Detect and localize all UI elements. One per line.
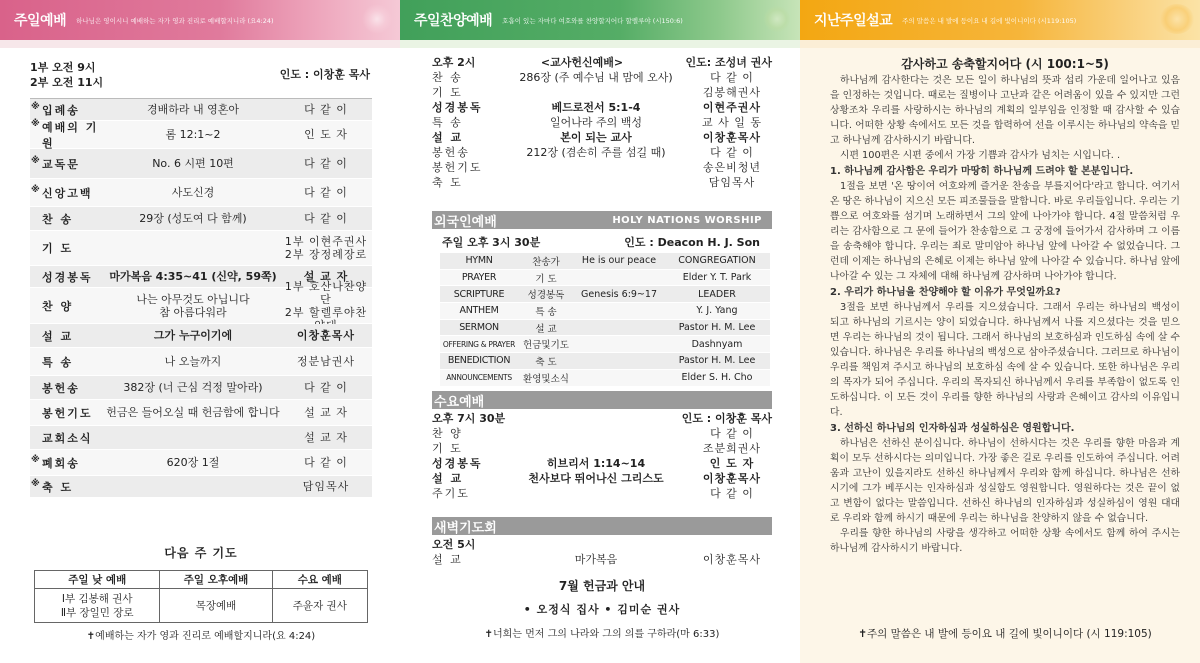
foreign-row	[440, 286, 770, 303]
worship-person: 담임목사	[302, 480, 350, 493]
order-row	[432, 115, 772, 130]
header-verse: 주의 말씀은 내 발에 등이요 내 길에 빛이니이다 (시119:105)	[902, 16, 1077, 25]
worship-row	[30, 450, 372, 476]
foreign-ko-label: 축 도	[535, 356, 557, 368]
foreign-content: He is our peace	[581, 255, 657, 267]
order-person: 다 같 이	[710, 487, 754, 500]
asterisk-icon: ※	[31, 155, 40, 166]
order-label: 찬 양	[432, 427, 463, 440]
worship-label-text: 입례송	[42, 103, 80, 117]
foreign-ko-label: 성경봉독	[527, 290, 565, 302]
foreign-ko-label: 설 교	[535, 323, 557, 335]
order-person: 조분희권사	[702, 442, 762, 455]
order-row	[432, 486, 772, 501]
foreign-ko-label: 찬송가	[532, 256, 560, 268]
footer-verse: ✝너희는 먼저 그의 나라와 그의 의를 구하라(마 6:33)	[484, 629, 720, 640]
afternoon-header	[432, 55, 772, 70]
dawn-time: 오전 5시	[432, 538, 476, 551]
worship-label-text: 예배의 기원	[42, 120, 99, 150]
header-strip	[800, 40, 1200, 48]
foreign-row	[440, 353, 770, 370]
afternoon-time: 오후 2시	[432, 56, 476, 69]
worship-label	[30, 430, 106, 446]
order-row	[432, 471, 772, 486]
worship-content: 나 오늘까지	[164, 355, 222, 368]
foreign-en-label: ANNOUNCEMENTS	[446, 373, 512, 383]
header-sunday-worship	[0, 0, 400, 40]
order-row	[432, 145, 772, 160]
worship-person: 설 교 자	[303, 270, 349, 283]
header-strip	[0, 40, 400, 48]
sermon-title: 감사하고 송축할지어다 (시 100:1~5)	[901, 57, 1109, 71]
order-label: 성경봉독	[432, 101, 483, 114]
worship-content: 29장 (성도여 다 함께)	[139, 212, 247, 225]
order-label: 설 교	[432, 553, 463, 566]
header-verse: 하나님은 영이시니 예배하는 자가 영과 진리로 예배할지니라 (요4:24)	[76, 16, 274, 25]
foreign-order-list	[440, 253, 770, 387]
panel-sunday-worship	[0, 0, 400, 663]
worship-content: 마가복음 4:35~41 (신약, 59쪽)	[109, 270, 277, 283]
order-content: 일어나라 주의 백성	[549, 116, 642, 129]
worship-row	[30, 118, 372, 150]
order-content: 천사보다 뛰어나신 그리스도	[528, 472, 664, 485]
foreign-ko-label: 환영및소식	[523, 373, 569, 385]
order-label: 찬 송	[432, 71, 463, 84]
worship-label	[30, 156, 106, 172]
order-row	[432, 160, 772, 175]
next-week-header: 수요 예배	[272, 571, 367, 589]
order-label: 성경봉독	[432, 457, 483, 470]
foreign-person: Elder S. H. Cho	[681, 372, 753, 384]
afternoon-service	[432, 55, 772, 190]
worship-row	[30, 476, 372, 498]
order-person: 이창훈목사	[702, 472, 762, 485]
foreign-content: Genesis 6:9~17	[581, 288, 657, 300]
worship-label-text: 기 도	[42, 242, 74, 255]
order-row	[432, 426, 772, 441]
sermon-point-title: 3. 선하신 하나님의 인자하심과 성실하심은 영원합니다.	[830, 423, 1075, 434]
order-row	[432, 70, 772, 85]
worship-row	[30, 324, 372, 348]
foreign-person: Dashnyam	[691, 338, 743, 350]
service-time-2: 2부 오전 11시	[30, 76, 104, 89]
order-person: 이창훈목사	[702, 553, 762, 566]
worship-label-text: 성경봉독	[42, 270, 93, 284]
order-label: 특 송	[432, 116, 463, 129]
wednesday-worship-bar	[432, 391, 772, 409]
worship-label-text: 교회소식	[42, 431, 93, 445]
foreign-row	[440, 320, 770, 337]
foreign-person: CONGREGATION	[678, 255, 756, 267]
foreign-row	[440, 270, 770, 287]
order-person: 다 같 이	[710, 146, 754, 159]
worship-row	[30, 149, 372, 179]
order-row	[432, 100, 772, 115]
sermon-point-body: 1절을 보면 '온 땅이여 여호와께 즐거운 찬송을 부를지어다'라고 합니다. 여기서 온 땅은 하나님이 지으신 모든 피조물들을 말합니다. 바로 우리들입니다. 우리는 기쁨으로 여호와를 섬기며 노래하면서 그의 앞에 나아가야 합니다. 4절 말씀처럼 우리는 감사함으로 그 문에 들어가 찬송함으로 그 궁정에 들어가서 감사하며 그 이름을 송축해야 합니다. 우리는 죄로 말미암아 하나님 앞에 나아갈 수 없었습니다. 그런데 이제는 하나님의 은혜로 이제는 하나님 앞에 나아갈 수 있습니다. 하나님 앞에 나아갈 수 있는 그 자체에 대해 하나님께 감사하며 나아가야 합니다.	[830, 181, 1180, 282]
asterisk-icon: ※	[31, 118, 40, 129]
header-last-sermon	[800, 0, 1200, 40]
order-person: 다 같 이	[710, 71, 754, 84]
foreign-ko-label: 특 송	[535, 306, 557, 318]
asterisk-icon: ※	[31, 101, 40, 112]
dawn-service	[432, 537, 772, 567]
worship-label-text: 설 교	[42, 329, 74, 343]
order-row	[432, 175, 772, 190]
order-person: 다 같 이	[710, 427, 754, 440]
worship-label-text: 폐회송	[42, 456, 80, 470]
sermon-body	[830, 73, 1180, 556]
worship-label	[30, 405, 106, 421]
foreign-title-en: HOLY NATIONS WORSHIP	[612, 214, 762, 226]
worship-row	[30, 376, 372, 400]
wednesday-service	[432, 411, 772, 501]
dawn-prayer-bar	[432, 517, 772, 535]
order-label: 설 교	[432, 131, 464, 144]
worship-person: 이창훈목사	[296, 329, 356, 342]
order-person: 담임목사	[708, 176, 756, 189]
worship-label-text: 교독문	[42, 157, 80, 171]
order-label: 축 도	[432, 176, 463, 189]
foreign-ko-label: 기 도	[535, 273, 557, 285]
worship-label	[30, 298, 106, 314]
order-label: 기 도	[432, 442, 463, 455]
worship-label	[30, 380, 106, 396]
worship-content: 사도신경	[171, 186, 215, 199]
worship-person: 정분남권사	[296, 355, 356, 368]
service-time-1: 1부 오전 9시	[30, 61, 96, 74]
sermon-point-title: 1. 하나님께 감사함은 우리가 마땅히 하나님께 드려야 할 본분입니다.	[830, 166, 1134, 177]
header-praise-worship	[400, 0, 800, 40]
order-person: 이창훈목사	[702, 131, 762, 144]
worship-label-text: 찬 양	[42, 299, 74, 313]
foreign-ko-label: 헌금및기도	[523, 340, 569, 352]
worship-person: 다 같 이	[304, 456, 348, 469]
foreign-person: Y. J. Yang	[696, 305, 738, 317]
worship-label	[30, 211, 106, 227]
sermon-paragraph: 하나님께 감사한다는 것은 모든 일이 하나님의 뜻과 섭리 가운데 일어나고 있음을 인정하는 것입니다. 때로는 질병이나 고난과 같은 어려움이 있을 수 있지만 그런 상황조차 우리를 사랑하시는 하나님의 계획의 일부임을 인정할 때 감사할 수 있습니다. 어떠한 상황 속에서도 모든 것을 합력하여 선을 이루시는 하나님의 약속을 믿고 하나님께 감사하시기 바랍니다.	[830, 75, 1180, 146]
worship-label-text: 봉헌기도	[42, 406, 93, 420]
worship-label-text: 축 도	[42, 480, 74, 494]
sermon-closing: 우리를 향한 하나님의 사랑을 생각하고 어떠한 상황 속에서도 함께 하여 주시는 하나님께 감사하시기 바랍니다.	[830, 528, 1180, 554]
flower-decoration-icon	[362, 4, 392, 34]
foreign-row	[440, 253, 770, 270]
worship-label	[30, 119, 106, 151]
leaf-decoration-icon	[1160, 4, 1194, 34]
offering-names: • 오정식 집사 • 김미순 권사	[523, 603, 681, 616]
foreign-person: Elder Y. T. Park	[682, 272, 752, 284]
header-strip	[400, 40, 800, 48]
afternoon-title: <교사헌신예배>	[540, 56, 624, 69]
footer-verse: ✝예배하는 자가 영과 진리로 예배할지니라(요 4:24)	[86, 631, 316, 642]
worship-person: 다 같 이	[304, 212, 348, 225]
next-week-header: 주일 오후예배	[160, 571, 272, 589]
foreign-person: Pastor H. M. Lee	[678, 355, 756, 367]
worship-row	[30, 207, 372, 231]
worship-row	[30, 279, 372, 324]
foreign-en-label: BENEDICTION	[447, 355, 511, 367]
foreign-en-label: HYMN	[465, 255, 493, 267]
foreign-row	[440, 336, 770, 353]
header-verse: 호흡이 있는 자마다 여호와를 찬양할지어다 할렐루야 (시150:6)	[502, 16, 683, 25]
wednesday-order-list	[432, 426, 772, 501]
leaf-decoration-icon	[764, 6, 790, 32]
order-label: 주기도	[432, 487, 470, 500]
worship-content: 620장 1절	[166, 456, 220, 469]
worship-person: 1부 호산나찬양단 2부 할렐루야찬	[284, 279, 368, 319]
order-person: 이현주권사	[702, 101, 762, 114]
worship-row	[30, 231, 372, 266]
worship-label	[30, 269, 106, 285]
worship-person: 다 같 이	[304, 157, 348, 170]
worship-label	[30, 185, 106, 201]
sermon-point-body: 3절을 보면 하나님께서 우리를 지으셨습니다. 그래서 우리는 하나님의 백성이 되고 하나님의 기르시는 양이 되었습니다. 하나님께서 나를 지으셨다는 것을 믿으면 우리는 하나님의 것이 됩니다. 그래서 하나님의 보호하심과 인도하심 속에 살 수 있습니다. 하나님은 우리를 하나님의 백성으로 삼아주셨습니다. 그러므로 하나님이 우리를 책임져 주시고 하나님의 보호하심 속에 살 수 있습니다. 또한 하나님은 우리의 목자가 되어 주십니다. 우리의 목자되신 하나님께서 우리를 부족함이 없도록 인도하십니다. 이 모든 것이 우리를 향한 하나님의 사랑과 은혜이고 감사의 이유입니다.	[830, 302, 1180, 418]
panel-praise-worship	[400, 0, 800, 663]
foreign-row	[440, 303, 770, 320]
worship-row	[30, 400, 372, 426]
asterisk-icon: ※	[31, 184, 40, 195]
worship-label	[30, 479, 106, 495]
worship-order-list	[30, 98, 372, 498]
next-week-prayer-title: 다음 주 기도	[164, 546, 238, 560]
order-row	[432, 130, 772, 145]
order-label: 봉헌송	[432, 146, 470, 159]
afternoon-leader: 인도: 조성녀 권사	[685, 56, 772, 69]
next-week-value: 목장예배	[160, 589, 272, 623]
foreign-header-line	[432, 235, 772, 250]
wednesday-time: 오후 7시 30분	[432, 412, 506, 425]
foreign-en-label: SERMON	[459, 322, 499, 334]
worship-content: 헌금은 들어오실 때 헌금함에 합니다	[106, 406, 280, 419]
order-content: 286장 (주 예수님 내 맘에 오사)	[519, 71, 673, 84]
next-week-value: 주윤자 권사	[272, 589, 367, 623]
dawn-order-list	[432, 552, 772, 567]
order-row	[432, 85, 772, 100]
wednesday-title: 수요예배	[434, 394, 485, 410]
afternoon-order-list	[432, 70, 772, 190]
order-person: 인 도 자	[709, 457, 755, 470]
foreign-person: LEADER	[698, 288, 736, 300]
worship-content: 그가 누구이기에	[153, 329, 233, 342]
worship-label-text: 봉헌송	[42, 381, 80, 395]
foreign-en-label: SCRIPTURE	[453, 288, 505, 300]
wednesday-leader: 인도 : 이창훈 목사	[681, 412, 772, 425]
foreign-title: 외국인예배	[434, 214, 497, 230]
foreign-header	[432, 235, 772, 250]
offering-title: 7월 헌금과 안내	[558, 579, 646, 593]
worship-row	[30, 426, 372, 450]
worship-person: 설 교 자	[304, 431, 348, 444]
next-week-value: Ⅰ부 김봉해 권사 Ⅱ부 장일민 장로	[35, 589, 160, 623]
worship-label	[30, 328, 106, 344]
worship-person: 다 같 이	[304, 186, 348, 199]
worship-content: 경배하라 내 영혼아	[146, 103, 239, 116]
worship-row	[30, 179, 372, 207]
worship-content: 롬 12:1~2	[165, 128, 221, 141]
foreign-worship-bar	[432, 211, 772, 229]
footer-verse: ✝주의 말씀은 내 발에 등이요 내 길에 빛이니이다 (시 119:105)	[858, 628, 1152, 640]
worship-person: 설 교 자	[304, 406, 348, 419]
foreign-en-label: PRAYER	[461, 272, 497, 284]
sermon-paragraph: 시편 100편은 시편 중에서 가장 기쁨과 감사가 넘치는 시입니다. .	[840, 150, 1121, 161]
worship-row	[30, 348, 372, 376]
worship-content: 나는 아무것도 아닙니다 참 아름다워라	[136, 292, 250, 319]
panel-title: 주일찬양예배	[414, 13, 493, 29]
worship-content: No. 6 시편 10편	[152, 157, 234, 170]
worship-content: 382장 (너 근심 걱정 말아라)	[123, 381, 263, 394]
worship-label	[30, 102, 106, 118]
worship-label	[30, 354, 106, 370]
worship-person: 인 도 자	[304, 128, 348, 141]
dawn-header	[432, 537, 772, 552]
order-content: 히브리서 1:14~14	[546, 457, 646, 470]
order-person: 교 사 일 동	[702, 116, 762, 129]
worship-label-text: 특 송	[42, 355, 74, 369]
wednesday-header	[432, 411, 772, 426]
order-content: 베드로전서 5:1-4	[551, 101, 641, 114]
order-row	[432, 552, 772, 567]
order-person: 송은비청년	[702, 161, 762, 174]
order-content: 마가복음	[574, 553, 618, 566]
panel-title: 지난주일설교	[814, 13, 893, 29]
order-content: 본이 되는 교사	[560, 131, 632, 144]
worship-label	[30, 240, 106, 256]
worship-label	[30, 455, 106, 471]
next-week-header: 주일 낮 예배	[35, 571, 160, 589]
sermon-point-body: 하나님은 선하신 분이십니다. 하나님이 선하시다는 것은 우리를 향한 마음과 계획이 모두 선하시다는 의미입니다. 가장 좋은 길로 우리를 인도하여 주십니다. 어려움과 고난이 있을지라도 선하신 하나님께서 우리와 함께 하십니다. 하나님은 선하시기에 그가 베푸시는 인자하심과 성실함도 영원합니다. 영원하다는 것은 끝이 없고 변함이 없다는 말씀입니다. 선하신 하나님의 인자하심과 성실하심이 영원 대대로 우리와 함께 하시기 때문에 우리는 하나님을 찬양하지 않을 수 없습니다.	[830, 438, 1180, 524]
sermon-point-title: 2. 우리가 하나님을 찬양해야 할 이유가 무엇일까요?	[830, 287, 1061, 298]
foreign-en-label: OFFERING & PRAYER	[442, 339, 516, 349]
order-label: 기 도	[432, 86, 463, 99]
worship-label-text: 신앙고백	[42, 186, 93, 200]
worship-person: 1부 이현주권사 2부 장정례장로	[284, 235, 368, 261]
worship-person: 다 같 이	[304, 381, 348, 394]
worship-person: 다 같 이	[304, 103, 348, 116]
dawn-title: 새벽기도회	[434, 520, 497, 536]
foreign-person: Pastor H. M. Lee	[678, 322, 756, 334]
worship-label-text: 찬 송	[42, 212, 74, 226]
panel-title: 주일예배	[14, 13, 67, 29]
service-times	[30, 60, 370, 90]
order-row	[432, 456, 772, 471]
order-label: 설 교	[432, 472, 464, 485]
order-label: 봉헌기도	[432, 161, 483, 174]
order-person: 김봉해권사	[702, 86, 762, 99]
foreign-en-label: ANTHEM	[459, 305, 499, 317]
asterisk-icon: ※	[31, 454, 40, 465]
foreign-time: 주일 오후 3시 30분	[442, 236, 541, 249]
next-week-prayer-table	[34, 570, 368, 623]
order-content: 212장 (겸손히 주를 섬길 때)	[526, 146, 666, 159]
foreign-leader: 인도 : Deacon H. J. Son	[624, 236, 760, 249]
order-row	[432, 441, 772, 456]
asterisk-icon: ※	[31, 478, 40, 489]
foreign-row	[440, 370, 770, 387]
service-leader: 인도 : 이창훈 목사	[279, 68, 370, 81]
